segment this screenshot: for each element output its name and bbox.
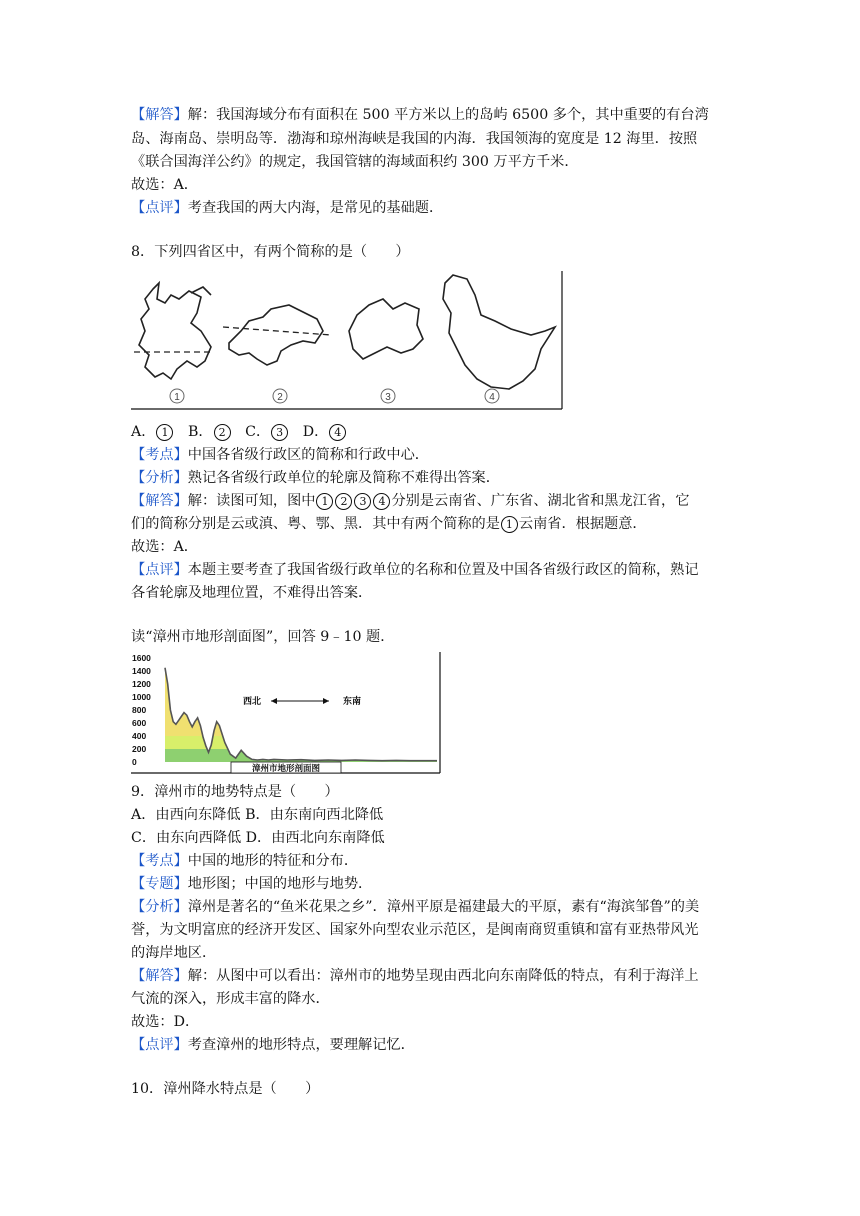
q10-stem: 10．漳州降水特点是（ ） <box>131 1081 320 1097</box>
y-tick-label: 600 <box>132 718 147 728</box>
province-outlines-svg <box>131 269 563 410</box>
province-outline-2 <box>229 305 323 365</box>
svg-text:4: 4 <box>489 392 495 403</box>
terrain-profile-svg <box>131 652 443 776</box>
y-tick-label: 400 <box>132 731 147 741</box>
y-tick-label: 0 <box>132 757 137 767</box>
inline-circle-4: 4 <box>373 493 390 510</box>
figure-label-1 <box>170 389 184 403</box>
y-tick-label: 800 <box>132 705 147 715</box>
province-outline-3 <box>349 299 423 359</box>
q8-comment-line-2: 各省轮廓及地理位置，不难得出答案． <box>131 585 373 601</box>
q7-choice: 故选：A． <box>131 177 198 193</box>
q9-choice: 故选：D． <box>131 1014 200 1030</box>
inline-circle-1b: 1 <box>501 516 518 533</box>
province-outlines-figure <box>131 269 563 410</box>
option-a-circle: 1 <box>156 424 173 441</box>
option-d-circle: 4 <box>329 424 346 441</box>
inline-circle-1: 1 <box>316 493 333 510</box>
svg-text:1: 1 <box>174 392 180 403</box>
y-tick-label: 1600 <box>132 653 151 663</box>
q8-kaodian: 【考点】中国各省级行政区的简称和行政中心． <box>131 447 429 463</box>
figure-label-2 <box>273 389 287 403</box>
option-c-circle: 3 <box>271 424 288 441</box>
q9-answer-line-2: 气流的深入，形成丰富的降水． <box>131 991 330 1007</box>
q9-answer-line-1: 【解答】解：从图中可以看出：漳州市的地势呈现由西北向东南降低的特点，有利于海洋上 <box>131 968 699 984</box>
figure-label-4 <box>485 389 499 403</box>
option-b-circle: 2 <box>214 424 231 441</box>
y-tick-label: 1000 <box>132 692 151 702</box>
comment-tag: 【点评】 <box>131 200 188 216</box>
q9-comment: 【点评】考查漳州的地形特点，要理解记忆． <box>131 1037 415 1053</box>
svg-text:3: 3 <box>385 392 391 403</box>
terrain-profile-chart <box>131 652 443 776</box>
q9-options-line-2: C．由东向西降低 D．由西北向东南降低 <box>131 830 385 846</box>
elevation-profile-line <box>165 668 437 761</box>
chart-title: 漳州市地形剖面图 <box>251 763 321 773</box>
q8-comment-line-1: 【点评】本题主要考查了我国省级行政单位的名称和位置及中国各省级行政区的简称，熟记 <box>131 562 699 578</box>
direction-label-northwest: 西北 <box>243 696 262 706</box>
q7-comment: 【点评】考查我国的两大内海，是常见的基础题． <box>131 200 444 216</box>
inline-circle-2: 2 <box>335 493 352 510</box>
q9-fenxi-line-2: 誉，为文明富庶的经济开发区、国家外向型农业示范区，是闽南商贸重镇和富有亚热带风光 <box>131 922 699 938</box>
q9-options-line-1: A．由西向东降低 B．由东南向西北降低 <box>131 807 384 823</box>
y-tick-label: 200 <box>132 744 147 754</box>
q8-choice: 故选：A． <box>131 539 198 555</box>
direction-label-southeast: 东南 <box>343 696 362 706</box>
q9-kaodian: 【考点】中国的地形的特征和分布． <box>131 853 359 869</box>
q9-stem: 9．漳州市的地势特点是（ ） <box>131 784 339 800</box>
figure-label-3 <box>381 389 395 403</box>
elevation-band-high <box>165 658 437 736</box>
q8-stem: 8．下列四省区中，有两个简称的是（ ） <box>131 244 410 260</box>
y-tick-label: 1400 <box>132 666 151 676</box>
q9-zhuanti: 【专题】地形图；中国的地形与地势． <box>131 876 373 892</box>
q7-answer-line-1: 【解答】解：我国海域分布有面积在 500 平方米以上的岛屿 6500 多个，其中重要的有台湾 <box>131 107 709 123</box>
q9-fenxi-line-1: 【分析】漳州是著名的“鱼米花果之乡”．漳州平原是福建最大的平原，素有“海滨邹鲁”的美 <box>131 899 700 915</box>
q8-fenxi: 【分析】熟记各省级行政单位的轮廓及简称不难得出答案． <box>131 470 500 486</box>
svg-text:2: 2 <box>277 392 283 403</box>
q9-fenxi-line-3: 的海岸地区． <box>131 945 217 961</box>
province-outline-1 <box>139 283 211 379</box>
y-tick-label: 1200 <box>132 679 151 689</box>
q8-options: A． 1 B． 2 C． 3 D． 4 <box>131 421 731 443</box>
intro-9-10: 读“漳州市地形剖面图”，回答 9﹣10 题． <box>131 629 395 645</box>
q7-answer-line-3: 《联合国海洋公约》的规定，我国管辖的海域面积约 300 万平方千米． <box>131 154 579 170</box>
province-outline-4 <box>443 275 555 389</box>
q8-answer-line-1: 【解答】解：读图可知，图中 1 2 3 4 分别是云南省、广东省、湖北省和黑龙江省，它 <box>131 493 690 509</box>
q8-answer-line-2: 们的简称分别是云或滇、粤、鄂、黑．其中有两个简称的是 1 云南省．根据题意． <box>131 516 647 532</box>
answer-tag: 【解答】 <box>131 107 188 123</box>
inline-circle-3: 3 <box>354 493 371 510</box>
q7-answer-line-2: 岛、海南岛、崇明岛等．渤海和琼州海峡是我国的内海．我国领海的宽度是 12 海里．按照 <box>131 131 698 147</box>
